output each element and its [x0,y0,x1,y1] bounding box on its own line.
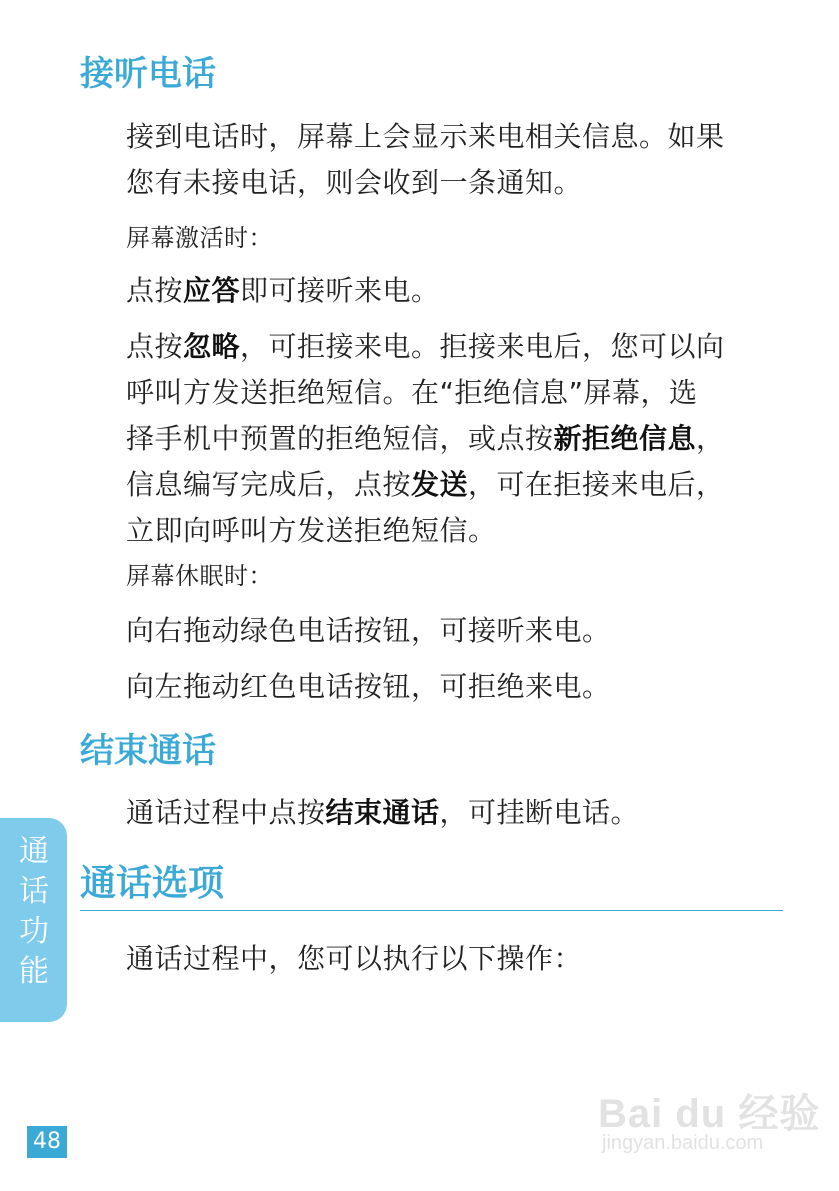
answer-intro-line-2: 您有未接电话，则会收到一条通知。 [126,166,583,199]
accept-post-text: 即可接听来电。 [240,274,440,307]
ignore-line-2: 呼叫方发送拒绝短信。在“拒绝信息”屏幕，选 [126,376,698,409]
ignore-line-3-pre: 择手机中预置的拒绝短信，或点按 [126,422,554,455]
end-call-pre-text: 通话过程中点按 [126,796,326,829]
ignore-line-5: 立即向呼叫方发送拒绝短信。 [126,514,497,547]
page-number: 48 [27,1126,67,1158]
ignore-instruction-paragraph [126,324,786,554]
accept-pre-text: 点按 [126,274,184,307]
end-call-keyword: 结束通话 [325,796,440,829]
send-keyword: 发送 [411,468,469,501]
screen-active-label [126,214,786,261]
answer-call-heading: 接听电话 [80,54,216,94]
screen-active-text: 屏幕激活时： [126,224,273,252]
ignore-keyword: 忽略 [183,330,241,363]
drag-left-instruction: 向左拖动红色电话按钮，可拒绝来电。 [126,670,611,703]
end-call-post-text: ，可挂断电话。 [439,796,640,829]
ignore-line-4-pre: 信息编写完成后，点按 [126,468,412,501]
ignore-pre-text: 点按 [126,330,184,363]
screen-sleep-label [126,552,786,599]
accept-instruction [126,268,786,314]
ignore-line-1-rest: ，可拒接来电。拒接来电后，您可以向 [240,330,725,363]
baidu-jingyan-watermark-logo: Bai du 经验 [598,1092,821,1136]
chapter-side-tab-label: 通话功能 [19,834,49,989]
answer-intro-line-1: 接到电话时，屏幕上会显示来电相关信息。如果 [126,120,725,153]
call-options-intro: 通话过程中，您可以执行以下操作： [126,942,583,975]
ignore-line-4-post: ，可在拒接来电后， [468,468,725,501]
answer-intro-paragraph [126,114,786,206]
ignore-line-3-post: ， [696,422,725,455]
screen-sleep-text: 屏幕休眠时： [126,562,273,590]
watermark-url: jingyan.baidu.com [602,1132,764,1154]
drag-right-instruction: 向右拖动绿色电话按钮，可接听来电。 [126,614,611,647]
end-call-heading: 结束通话 [80,731,216,771]
new-reject-message-keyword: 新拒绝信息 [553,422,697,455]
end-call-instruction [126,790,786,836]
call-options-heading: 通话选项 [80,863,225,904]
chapter-side-tab [0,818,67,1022]
accept-keyword: 应答 [183,274,241,307]
section-divider [80,910,783,911]
